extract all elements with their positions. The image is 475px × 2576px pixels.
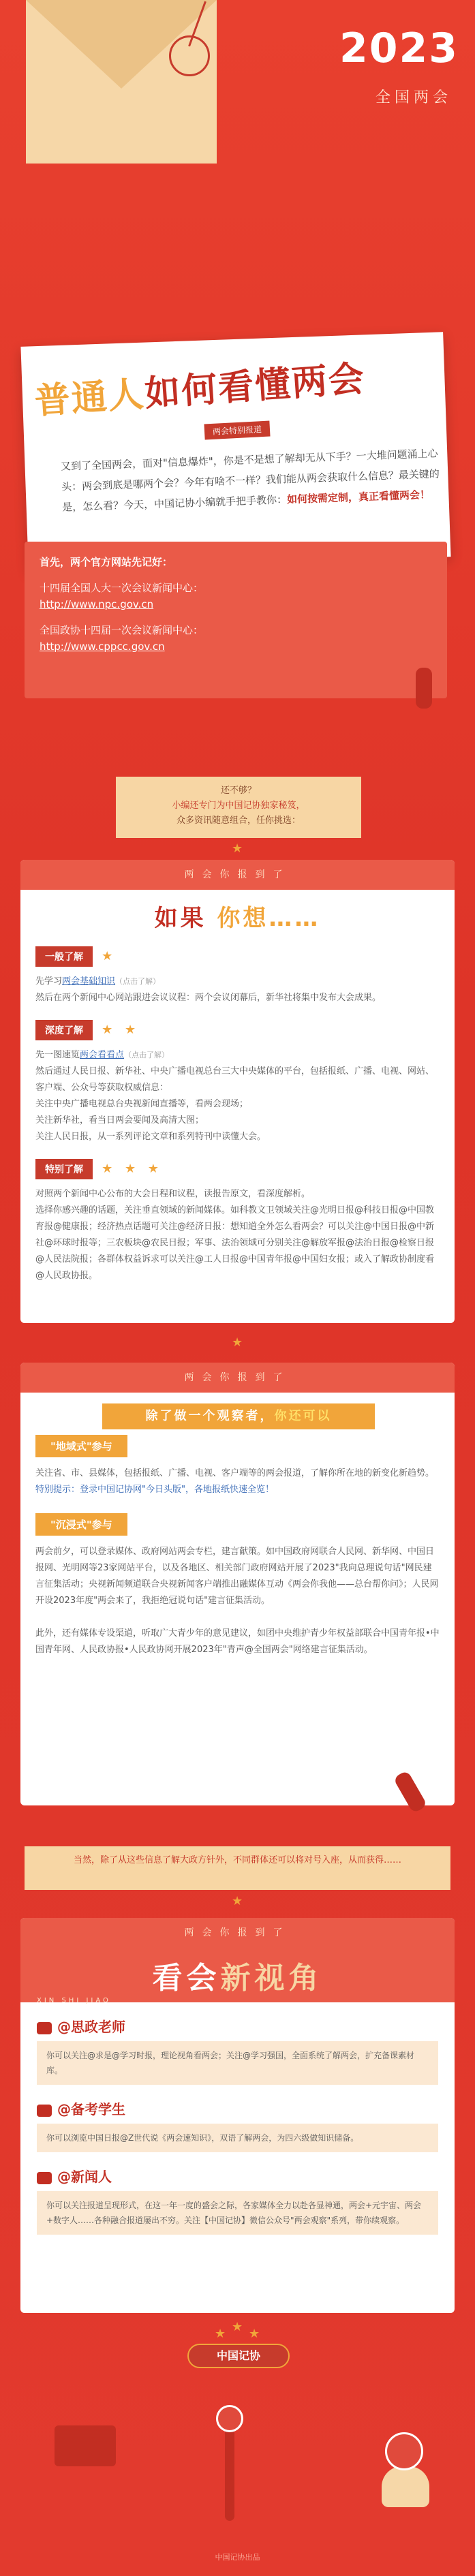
tip-box: 当然，除了从这些信息了解大政方针外，不同群体还可以将对号入座，从而获得…… <box>25 1846 450 1890</box>
immersive-text <box>35 1544 440 1658</box>
role-journalist <box>37 2166 438 2235</box>
role-journalist-name: @新闻人 <box>57 2169 112 2185</box>
cppcc-site-label: 全国政协十四届一次会议新闻中心： <box>40 624 204 636</box>
microphone-head-icon <box>216 2405 243 2432</box>
chat-bubble-icon <box>37 2172 52 2184</box>
role-teacher <box>37 2016 438 2085</box>
level-basic-text-1: 先学习 <box>35 976 63 987</box>
section2-banner-yellow: 你还可以 <box>274 1409 332 1423</box>
level-basic-badge: 一般了解 <box>35 946 93 967</box>
section3-pinyin: XIN SHI JIAO <box>37 1997 111 2004</box>
brand-badge: 中国记协 <box>187 2344 290 2368</box>
level-deep-text-5: 关注人民日报，从一系列评论文章和系列特刊中读懂大会。 <box>35 1132 266 1142</box>
level-special-text-1: 对照两个新闻中心公布的大会日程和议程，读报告原文，看深度解析。 <box>35 1189 311 1199</box>
section1-title-dark: 如果 <box>154 905 206 932</box>
level-deep-text-3: 关注中央广播电视总台央视新闻直播等，看两会现场； <box>35 1099 249 1109</box>
level-deep-badge: 深度了解 <box>35 1020 93 1040</box>
cppcc-site-link[interactable]: http://www.cppcc.gov.cn <box>40 640 165 653</box>
header-year: 2023 <box>339 25 459 72</box>
regional-text <box>35 1465 440 1498</box>
npc-site-group <box>40 580 432 612</box>
intro-tag: 两会特别报道 <box>204 421 270 440</box>
role-student-box: 你可以浏览中国日报@Z世代说《两会速知识》，双语了解两会，为四六级做知识储备。 <box>37 2124 438 2152</box>
role-journalist-box: 你可以关注报道呈现形式，在这一年一度的盛会之际，各家媒体全力以赴各显神通，两会+元宇宙、两会+数字人……各种融合报道屡出不穷。关注【中国记协】微信公众号"两会观察"系列，带你续观察。 <box>37 2191 438 2235</box>
note-box <box>116 777 361 838</box>
regional-pill: "地域式"参与 <box>35 1435 127 1457</box>
level-special <box>35 1159 440 1284</box>
intro-text-highlight: 如何按需定制，真正看懂两会！ <box>286 488 431 506</box>
section-new-perspective <box>20 1918 455 2313</box>
level-basic-text-2: 然后在两个新闻中心网站跟进会议议程：两个会议闭幕后，新华社将集中发布大会成果。 <box>35 993 382 1003</box>
immersive-pill: "沉浸式"参与 <box>35 1513 127 1536</box>
npc-site-link[interactable]: http://www.npc.gov.cn <box>40 598 154 610</box>
role-student-name: @备考学生 <box>57 2101 125 2117</box>
level-special-stars: ★ ★ ★ <box>102 1162 163 1176</box>
header-subtitle: 全国两会 <box>375 89 452 106</box>
microphone-icon <box>385 2432 423 2470</box>
microphone-stand-icon <box>225 2425 234 2521</box>
role-journalist-head <box>37 2166 438 2186</box>
section1-title-light: 你想…… <box>217 905 321 932</box>
level-special-badge: 特别了解 <box>35 1159 93 1179</box>
level-basic-text <box>35 974 440 1006</box>
section3-title-band <box>20 1948 455 2002</box>
cppcc-site-group <box>40 622 432 655</box>
level-deep-text-2: 然后通过人民日报、新华社、中央广播电视总台三大中央媒体的平台，包括报纸、广播、电视、网站、客户端、公众号等获取权威信息： <box>35 1066 435 1093</box>
level-basic-stars: ★ <box>102 949 117 963</box>
basic-knowledge-link[interactable]: 两会基础知识 <box>62 976 116 987</box>
microphone-icon <box>416 668 432 709</box>
regional-text-2: 特别提示：登录中国记协网"今日头版"，各地报纸快速全览！ <box>35 1485 274 1495</box>
highlights-link[interactable]: 两会看看点 <box>80 1050 125 1060</box>
immersive-text-1: 两会前夕，可以登录媒体、政府网站两会专栏，建言献策。如中国政府网联合人民网、新华网、中国日报网、光明网等23家网站平台，以及各地区、相关部门政府网站开展了2023"我向总理说句话"网民建言征集活动；央视新闻频道联合央视新闻客户端推出融媒体互动《两会你我他——总台帮你问》；人民网开设2023年度"两会来了，我拒绝冠说句话"建言征集活动。 <box>35 1547 439 1606</box>
level-deep <box>35 1020 440 1145</box>
role-teacher-head <box>37 2016 438 2036</box>
level-deep-hint: （点击了解） <box>124 1051 170 1059</box>
level-special-text-2: 选择你感兴趣的话题，关注垂直领域的新闻媒体。如科教文卫领域关注@光明日报@科技日报@中国教育报@健康报；经济热点话题可关注@经济日报：想知道全外怎么看两会？可以关注@中国日报@中新社@环球时报等；三农板块@农民日报；军事、法治领域可分别关注@解放军报@法治日报@检察日报@人民法院报；各群体权益诉求可以关注@工人日报@中国青年报@中国妇女报；或入了解政协制度看@人民政协报。 <box>35 1205 435 1281</box>
intro-title-light: 普通人 <box>33 373 147 422</box>
section-if-you-want <box>20 860 455 1323</box>
star-icon: ★ <box>249 2327 260 2341</box>
level-special-text <box>35 1186 440 1284</box>
immersive-text-2: 此外，还有媒体专设渠道，听取广大青少年的意见建议，如团中央维护青少年权益部联合中国青年报•中国青年网、人民政协报•人民政协网开展2023年"青声@全国两会"网络建言征集活动。 <box>35 1628 440 1655</box>
note-line-3: 众多资讯随意组合，任你挑选： <box>176 816 301 826</box>
star-icon: ★ <box>232 2320 243 2334</box>
star-icon: ★ <box>215 2327 226 2341</box>
section3-title <box>20 1953 455 1997</box>
sites-heading: 首先，两个官方网站先记好： <box>40 556 173 568</box>
role-student <box>37 2098 438 2152</box>
star-icon: ★ <box>232 1335 243 1350</box>
regional-participation <box>35 1435 440 1498</box>
section1-title <box>20 899 455 933</box>
speech-bubble-icon <box>55 2425 116 2466</box>
section3-header: 两会你报到了 <box>20 1918 455 1948</box>
immersive-participation <box>35 1513 440 1658</box>
hand-holding-microphone-icon <box>382 2466 429 2507</box>
intro-title-dark: 如何看懂两会 <box>143 358 367 415</box>
role-teacher-box: 你可以关注@求是@学习时报，理论视角看两会；关注@学习强国，全面系统了解两会，扩充备课素材库。 <box>37 2041 438 2085</box>
level-deep-text <box>35 1047 440 1145</box>
note-line-1: 还不够？ <box>220 786 256 796</box>
chat-bubble-icon <box>37 2105 52 2117</box>
regional-text-1: 关注省、市、县媒体，包括报纸、广播、电视、客户端等的两会报道，了解你所在地的新变化新趋势。 <box>35 1468 435 1478</box>
section3-title-light: 新视角 <box>220 1961 323 1996</box>
section3-title-plain: 看会 <box>152 1961 221 1996</box>
envelope-illustration <box>26 0 217 164</box>
level-deep-text-4: 关注新华社，看当日两会要闻及高清大图； <box>35 1115 204 1126</box>
star-icon: ★ <box>232 1894 243 1908</box>
level-basic-hint: （点击了解） <box>115 977 161 986</box>
npc-site-label: 十四届全国人大一次会议新闻中心： <box>40 582 204 594</box>
official-sites-panel <box>25 542 447 698</box>
role-teacher-name: @思政老师 <box>57 2019 125 2035</box>
chat-bubble-icon <box>37 2022 52 2034</box>
star-icon: ★ <box>232 841 243 856</box>
footer-credit: 中国记协出品 <box>215 2553 260 2562</box>
level-basic <box>35 946 440 1006</box>
section2-banner <box>102 1403 375 1429</box>
level-deep-text-1: 先一图速览 <box>35 1050 80 1060</box>
section2-banner-plain: 除了做一个观察者， <box>145 1409 275 1423</box>
section1-header: 两会你报到了 <box>20 860 455 890</box>
note-line-2: 小编还专门为中国记协独家秘笈， <box>172 801 305 811</box>
level-deep-stars: ★ ★ <box>102 1023 140 1037</box>
intro-text-plain: 又到了全国两会，面对"信息爆炸"，你是不是想了解却无从下手？一大堆问题涌上心头：两会到底是哪两个会？今年有啥不一样？我们能从两会获取什么信息？最关键的是，怎么看？今天，中国记协小编就手把手教你： <box>60 447 440 514</box>
role-student-head <box>37 2098 438 2118</box>
section2-header: 两会你报到了 <box>20 1363 455 1393</box>
